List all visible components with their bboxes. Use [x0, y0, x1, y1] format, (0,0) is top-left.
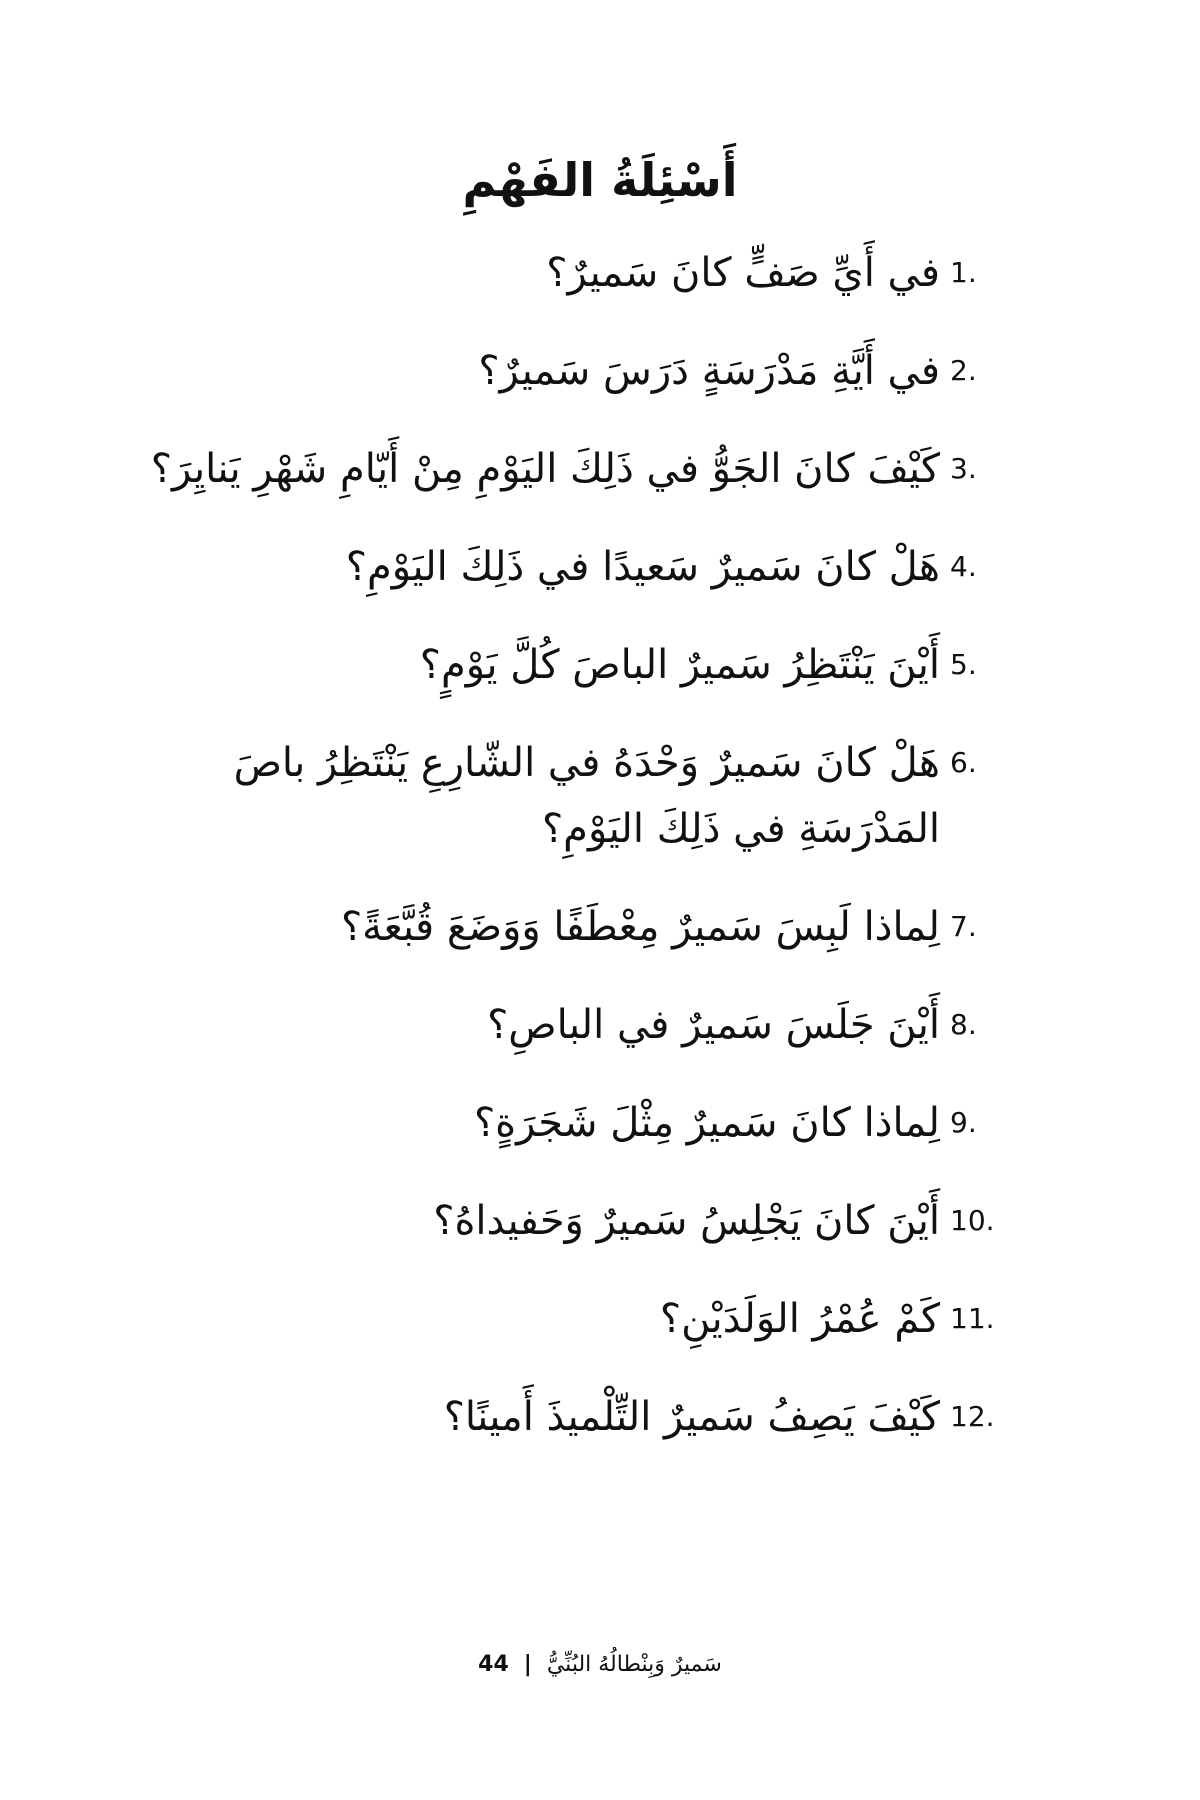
question-number: 9. — [950, 1106, 977, 1139]
question-text: كَيْفَ يَصِفُ سَميرٌ التِّلْميذَ أَمينًا؟ — [443, 1394, 940, 1440]
question-item — [140, 992, 977, 1058]
question-number: 4. — [950, 550, 977, 583]
question-text: في أَيِّ صَفٍّ كانَ سَميرٌ؟ — [546, 250, 940, 296]
page-footer — [0, 1645, 1200, 1685]
question-item — [140, 240, 977, 306]
question-item — [140, 534, 977, 600]
question-item — [140, 1090, 977, 1156]
question-text: هَلْ كانَ سَميرٌ وَحْدَهُ في الشّارِعِ يَنْتَظِرُ باصَ المَدْرَسَةِ في ذَلِكَ اليَوْمِ؟ — [233, 740, 940, 852]
question-number: 1. — [950, 256, 977, 289]
question-text: لِماذا كانَ سَميرٌ مِثْلَ شَجَرَةٍ؟ — [473, 1100, 940, 1146]
question-number: 7. — [950, 910, 977, 943]
question-text: أَيْنَ يَنْتَظِرُ سَميرٌ الباصَ كُلَّ يَوْمٍ؟ — [419, 642, 940, 688]
question-text: أَيْنَ كانَ يَجْلِسُ سَميرٌ وَحَفيداهُ؟ — [433, 1198, 940, 1244]
question-number: 3. — [950, 452, 977, 485]
page-number: 44 — [478, 1652, 509, 1677]
question-item — [140, 436, 977, 502]
book-title: سَميرٌ وَبِنْطالُهُ البُنِّيُّ — [546, 1652, 722, 1677]
question-item — [140, 894, 977, 960]
question-number: 6. — [950, 746, 977, 779]
question-text: لِماذا لَبِسَ سَميرٌ مِعْطَفًا وَوَضَعَ قُبَّعَةً؟ — [340, 904, 940, 950]
question-text: هَلْ كانَ سَميرٌ سَعيدًا في ذَلِكَ اليَوْمِ؟ — [345, 544, 940, 590]
question-number: 11. — [950, 1302, 995, 1335]
question-text: أَيْنَ جَلَسَ سَميرٌ في الباصِ؟ — [487, 1002, 940, 1048]
question-number: 2. — [950, 354, 977, 387]
question-text: كَمْ عُمْرُ الوَلَدَيْنِ؟ — [659, 1296, 940, 1342]
question-item — [140, 1384, 995, 1450]
questions-list — [140, 240, 995, 1482]
question-item — [140, 632, 977, 698]
footer-separator: | — [523, 1652, 532, 1677]
question-number: 5. — [950, 648, 977, 681]
question-item — [140, 730, 977, 862]
question-item — [140, 1286, 995, 1352]
question-text: في أَيَّةِ مَدْرَسَةٍ دَرَسَ سَميرٌ؟ — [478, 348, 940, 394]
question-number: 10. — [950, 1204, 995, 1237]
question-item — [140, 1188, 995, 1254]
question-text: كَيْفَ كانَ الجَوُّ في ذَلِكَ اليَوْمِ مِنْ أَيّامِ شَهْرِ يَنايِرَ؟ — [150, 446, 940, 492]
question-number: 8. — [950, 1008, 977, 1041]
page-title: أَسْئِلَةُ الفَهْمِ — [462, 153, 738, 207]
question-item — [140, 338, 977, 404]
question-number: 12. — [950, 1400, 995, 1433]
